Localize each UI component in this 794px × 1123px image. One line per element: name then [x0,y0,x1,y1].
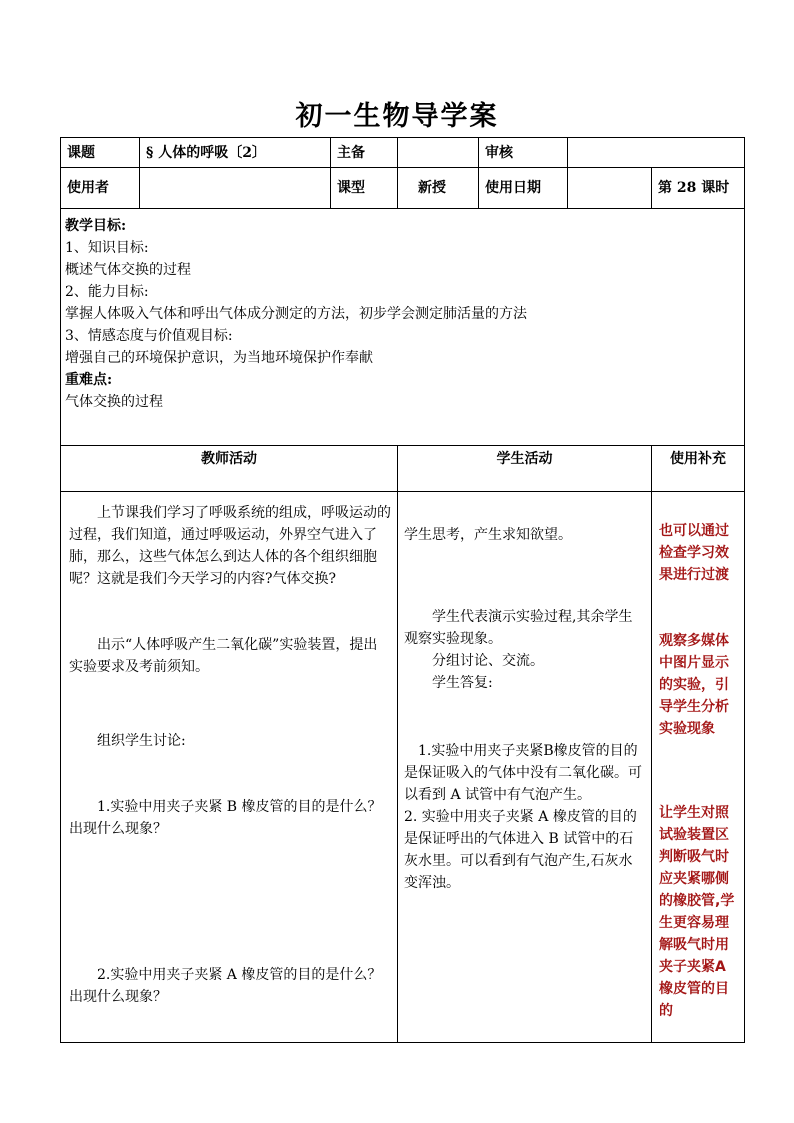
period-value: 第 28 课时 [652,168,745,209]
prep-label: 主备 [331,138,398,168]
teacher-intro: 上节课我们学习了呼吸系统的组成，呼吸运动的过程，我们知道，通过呼吸运动，外界空气进入了肺，那么，这些气体怎么到达人体的各个组织细胞呢？这就是我们今天学习的内容?气体交换? [69,505,391,587]
type-value: 新授 [398,168,479,209]
student-answer-1: 1.实验中用夹子夹紧B橡皮管的目的是保证吸入的气体中没有二氧化碳。可以看到 A 试管中有气泡产生。 [404,743,642,803]
knowledge-label: 1、知识目标: [65,240,149,256]
user-label: 使用者 [61,168,140,209]
column-header-row [61,446,745,492]
header-row-2 [61,168,745,209]
student-demo: 学生代表演示实验过程,其余学生观察实验现象。 [404,609,633,647]
knowledge-text: 概述气体交换的过程 [65,262,191,278]
supplement-column-header: 使用补充 [652,446,745,492]
review-label: 审核 [479,138,568,168]
supplement-note-3: 让学生对照试验装置区判断吸气时应夹紧哪侧的橡胶管,学生更容易理解吸气时用夹子夹紧A橡皮管的目的 [659,805,735,1019]
type-label: 课型 [331,168,398,209]
student-discuss: 分组讨论、交流。 [432,653,544,669]
student-column-header: 学生活动 [398,446,652,492]
supplement-cell [652,492,745,1043]
review-value [568,138,745,168]
student-answer-label: 学生答复: [432,675,493,691]
header-row-1 [61,138,745,168]
teacher-demo: 出示“人体呼吸产生二氧化碳”实验装置，提出实验要求及考前须知。 [69,637,378,675]
supplement-note-2: 观察多媒体中图片显示的实验，引导学生分析实验现象 [659,633,729,737]
objectives-row [61,209,745,446]
lesson-plan-table [60,137,745,1043]
date-label: 使用日期 [479,168,568,209]
ability-text: 掌握人体吸入气体和呼出气体成分测定的方法，初步学会测定肺活量的方法 [65,306,527,322]
student-activity-cell [398,492,652,1043]
student-answer-2: 2. 实验中用夹子夹紧 A 橡皮管的目的是保证呼出的气体进入 B 试管中的石灰水里。可以看到有气泡产生,石灰水变浑浊。 [404,809,637,891]
page-title: 初一生物导学案 [295,101,499,132]
objectives-cell [61,209,745,446]
teacher-discussion: 组织学生讨论: [97,733,186,749]
prep-value [398,138,479,168]
student-think: 学生思考，产生求知欲望。 [404,527,572,543]
topic-label: 课题 [61,138,140,168]
emotion-text: 增强自己的环境保护意识，为当地环境保护作奉献 [65,350,373,366]
key-points-label: 重难点: [65,372,113,388]
teacher-question-2: 2.实验中用夹子夹紧 A 橡皮管的目的是什么？出现什么现象？ [69,967,382,1005]
objectives-heading: 教学目标: [65,218,127,234]
ability-label: 2、能力目标: [65,284,149,300]
teacher-question-1: 1.实验中用夹子夹紧 B 橡皮管的目的是什么？出现什么现象？ [69,799,382,837]
supplement-note-1: 也可以通过检查学习效果进行过渡 [659,523,729,583]
date-value [568,168,652,209]
activity-row [61,492,745,1043]
user-value [140,168,331,209]
teacher-column-header: 教师活动 [61,446,398,492]
teacher-activity-cell [61,492,398,1043]
topic-value: § 人体的呼吸〔2〕 [140,138,331,168]
key-points-text: 气体交换的过程 [65,394,163,410]
emotion-label: 3、情感态度与价值观目标: [65,328,233,344]
